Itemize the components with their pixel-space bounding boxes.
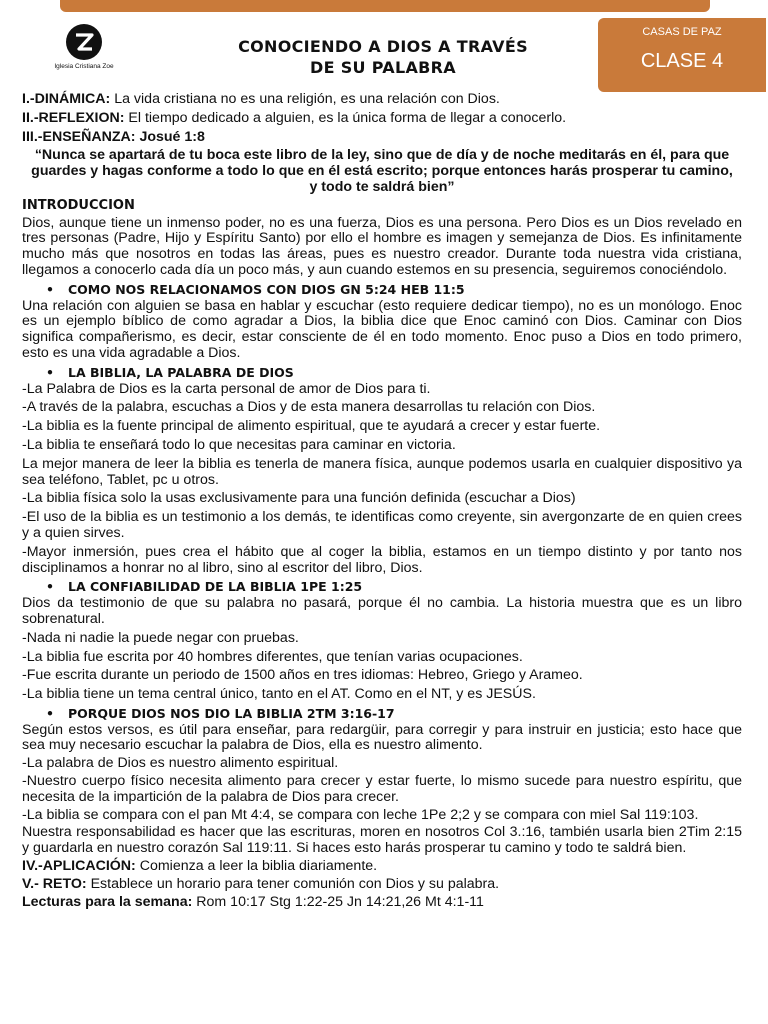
list-item: -La biblia fue escrita por 40 hombres diferentes, que tenían varias ocupaciones.	[22, 648, 523, 665]
church-logo	[48, 24, 120, 84]
list-item: -Nada ni nadie la puede negar con pruebas.	[22, 629, 299, 646]
list-item: -Nuestro cuerpo físico necesita alimento para crecer y estar fuerte, lo mismo sucede para nuestro espíritu, que necesita de la impartición de la palabra de Dios para crecer.	[22, 773, 742, 805]
section-heading-text: LA CONFIABILIDAD DE LA BIBLIA 1PE 1:25	[68, 579, 363, 595]
ensenanza-label: III.-ENSEÑANZA:	[22, 128, 136, 145]
reflexion-text: El tiempo dedicado a alguien, es la única forma de llegar a conocerlo.	[124, 109, 567, 126]
lecturas-text: Rom 10:17 Stg 1:22-25 Jn 14:21,26 Mt 4:1-11	[192, 893, 484, 910]
intro-paragraph: Dios, aunque tiene un inmenso poder, no es una fuerza, Dios es una persona. Pero Dios es un Dios revelado en tres personas (Padre, Hijo y Espíritu Santo) por ello el hombre es imagen y semejanza de Dios. Es infinitamente mucho más que nosotros en todas las áreas, pues es nuestro creador. Durante toda nuestra vida cristiana, llegamos a conocerlo cada día un poco más, y aun cuando estemos en su presencia, seguiremos conociéndolo.	[22, 214, 742, 278]
aplicacion-text: Comienza a leer la biblia diariamente.	[135, 858, 378, 875]
lecturas-label: Lecturas para la semana:	[22, 893, 193, 910]
list-item: -La palabra de Dios es nuestro alimento espiritual.	[22, 755, 339, 772]
section1-paragraph: Una relación con alguien se basa en hablar y escuchar (esto requiere dedicar tiempo), no es un monólogo. Enoc es un ejemplo bíblico de como agradar a Dios, la biblia dice que Enoc caminó con Dios. Caminar con Dios significa compañerismo, es decir, estar consciente de él en todo momento. Enoc puso a Dios en todo primero, esto es una vida agradable a Dios.	[22, 297, 742, 361]
list-item: -La biblia te enseñará todo lo que necesitas para caminar en victoria.	[22, 436, 456, 453]
section4-body	[22, 723, 742, 911]
list-item: Dios da testimonio de que su palabra no pasará, porque él no cambia. La historia muestra que es un libro sobrenatural.	[22, 595, 742, 627]
dinamica-label: I.-DINÁMICA:	[22, 91, 111, 107]
ensenanza-line	[22, 130, 742, 146]
reflexion-line	[22, 111, 742, 127]
title-line-2: DE SU PALABRA	[310, 58, 456, 77]
list-item: -Mayor inmersión, pues crea el hábito que al coger la biblia, estamos en un tiempo distinto y por tanto nos disciplinamos a honrar no al libro, sino al escritor del libro, Dios.	[22, 543, 742, 576]
ensenanza-ref: Josué 1:8	[135, 128, 205, 145]
logo-caption: Iglesia Cristiana Zoe	[54, 63, 114, 70]
aplicacion-line	[22, 859, 742, 875]
section-heading-text: COMO NOS RELACIONAMOS CON DIOS GN 5:24 HEB 11:5	[68, 281, 465, 297]
z-logo-icon	[66, 24, 102, 60]
top-accent-bar	[60, 0, 710, 12]
aplicacion-label: IV.-APLICACIÓN:	[22, 858, 136, 875]
list-item: -La biblia física solo la usas exclusivamente para una función definida (escuchar a Dios)	[22, 490, 576, 507]
badge-series: CASAS DE PAZ	[642, 26, 722, 38]
list-item: La mejor manera de leer la biblia es tenerla de manera física, aunque podemos usarla en cualquier dispositivo ya sea teléfono, Tablet, pc u otros.	[22, 455, 742, 488]
intro-heading: INTRODUCCION	[22, 197, 135, 213]
bullet-icon: •	[46, 579, 54, 595]
list-item: -El uso de la biblia es un testimonio a los demás, te identificas como creyente, sin avergonzarte de en quien crees y a quien sirves.	[22, 509, 742, 541]
list-item: -La Palabra de Dios es la carta personal de amor de Dios para ti.	[22, 380, 431, 397]
page-title	[200, 36, 566, 78]
reto-line	[22, 877, 742, 893]
list-item: Nuestra responsabilidad es hacer que las escrituras, moren en nosotros Col 3.:16, también usarla bien 2Tim 2:15 y guardarla en nuestro corazón Sal 119:11. Si haces esto harás prosperar tu camino y todo te saldrá bien.	[22, 824, 742, 857]
section-heading-text: LA BIBLIA, LA PALABRA DE DIOS	[68, 364, 294, 380]
list-item: Según estos versos, es útil para enseñar, para redargüir, para corregir y para instruir en justicia; esto hace que sea muy necesario escuchar la palabra de Dios, ella es nuestro alimento.	[22, 721, 742, 754]
bible-verse-quote: “Nunca se apartará de tu boca este libro de la ley, sino que de día y de noche meditarás en él, para que guardes y hagas conforme a todo lo que en él está escrito; porque entonces harás prosperar tu camino, y todo te saldrá bien”	[31, 147, 733, 195]
section-heading-relacion	[46, 282, 742, 298]
badge-class-number: CLASE 4	[640, 50, 724, 72]
section-heading-biblia	[46, 365, 742, 381]
bullet-icon: •	[46, 364, 54, 380]
list-item: -La biblia es la fuente principal de alimento espiritual, que te ayudará a crecer y estar fuerte.	[22, 418, 601, 435]
reto-label: V.- RETO:	[22, 875, 87, 892]
list-item: -A través de la palabra, escuchas a Dios y de esta manera desarrollas tu relación con Dios.	[22, 399, 596, 416]
list-item: -Fue escrita durante un periodo de 1500 años en tres idiomas: Hebreo, Griego y Arameo.	[22, 667, 583, 684]
dinamica-text: La vida cristiana no es una religión, es una relación con Dios.	[110, 91, 500, 107]
section-heading-porque	[46, 706, 742, 722]
bullet-icon: •	[46, 705, 54, 721]
reflexion-label: II.-REFLEXION:	[22, 109, 125, 126]
list-item: -La biblia se compara con el pan Mt 4:4, se compara con leche 1Pe 2;2 y se compara con miel Sal 119:103.	[22, 806, 699, 823]
lecturas-line	[22, 895, 742, 911]
bullet-icon: •	[46, 281, 54, 297]
dinamica-line	[22, 92, 742, 108]
list-item: -La biblia tiene un tema central único, tanto en el AT. Como en el NT, y es JESÚS.	[22, 686, 536, 703]
title-line-1: CONOCIENDO A DIOS A TRAVÉS	[238, 37, 528, 56]
section-heading-confiabilidad	[46, 579, 742, 595]
section-heading-text: PORQUE DIOS NOS DIO LA BIBLIA 2TM 3:16-17	[68, 705, 395, 721]
class-badge	[598, 18, 766, 92]
lesson-content	[22, 92, 742, 912]
reto-text: Establece un horario para tener comunión con Dios y su palabra.	[86, 875, 500, 892]
